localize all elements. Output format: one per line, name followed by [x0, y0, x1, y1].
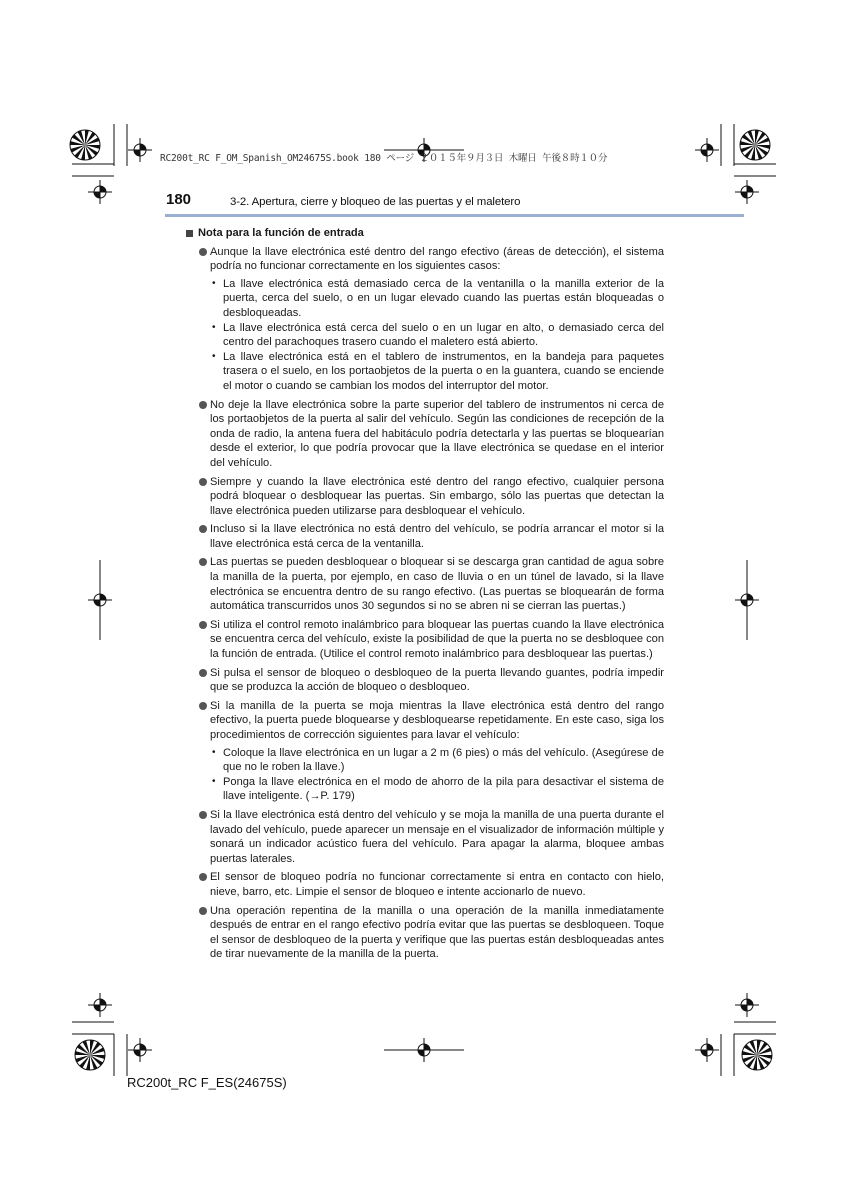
header-rule	[165, 214, 744, 217]
bullet-dot-icon	[199, 621, 207, 629]
list-item-text: Si la manilla de la puerta se moja mientras la llave electrónica está dentro del rango efectivo, la puerta puede bloquearse y desbloquearse repetidamente. En este caso, siga los procedimientos de corrección siguientes para lavar el vehículo:	[210, 699, 664, 741]
middle-dot-icon: •	[212, 746, 216, 758]
print-slug-header: RC200t_RC F_OM_Spanish_OM24675S.book 180 ページ ２０１５年９月３日 木曜日 午後８時１０分	[160, 153, 608, 164]
section-title: 3-2. Apertura, cierre y bloqueo de las puertas y el maletero	[230, 196, 521, 208]
list-item	[186, 870, 664, 899]
middle-dot-icon: •	[212, 277, 216, 289]
list-item	[186, 808, 664, 866]
list-item	[186, 398, 664, 471]
sub-list-item	[210, 775, 664, 804]
sub-list-item-text: Ponga la llave electrónica en el modo de ahorro de la pila para desactivar el sistema de llave inteligente. (→P. 179)	[223, 775, 664, 803]
bullet-list	[186, 245, 664, 962]
list-item	[186, 522, 664, 551]
bullet-dot-icon	[199, 248, 207, 256]
list-item-text: No deje la llave electrónica sobre la parte superior del tablero de instrumentos ni cerca de los portaobjetos de la puerta al salir del vehículo. Según las condiciones de recepción de la onda de radio, la antena fuera del habitáculo podría detectarla y las puertas se bloquearían desde el exterior, lo que podría provocar que la llave electrónica se quedase en el interior del vehículo.	[210, 398, 664, 469]
sub-list-item-text: La llave electrónica está cerca del suelo o en un lugar en alto, o demasiado cerca del centro del parachoques trasero cuando el maletero está abierto.	[223, 321, 664, 349]
bullet-dot-icon	[199, 702, 207, 710]
bullet-dot-icon	[199, 478, 207, 486]
sub-list-item-text: La llave electrónica está demasiado cerca de la ventanilla o la manilla exterior de la puerta, cerca del suelo, o en un lugar elevado cuando las puertas están bloqueadas o desbloqueadas.	[223, 277, 664, 319]
list-item-text: Aunque la llave electrónica esté dentro del rango efectivo (áreas de detección), el sistema podría no funcionar correctamente en los siguientes casos:	[210, 245, 664, 273]
sub-list-item	[210, 746, 664, 775]
list-item-text: Incluso si la llave electrónica no está dentro del vehículo, se podría arrancar el motor si la llave electrónica está cerca de la ventanilla.	[210, 523, 664, 550]
square-bullet-icon	[186, 230, 193, 237]
sub-list-item-text: Coloque la llave electrónica en un lugar a 2 m (6 pies) o más del vehículo. (Asegúrese de que no le roben la llave.)	[223, 746, 664, 774]
sub-list	[210, 277, 664, 394]
bullet-dot-icon	[199, 525, 207, 533]
middle-dot-icon: •	[212, 350, 216, 362]
list-item	[186, 245, 664, 394]
list-item-text: Las puertas se pueden desbloquear o bloquear si se descarga gran cantidad de agua sobre la manilla de la puerta, por ejemplo, en caso de lluvia o en un túnel de lavado, si la llave electrónica se encuentra dentro de su rango efectivo. (Las puertas se bloquearán de forma automática transcurridos unos 30 segundos si no se abren ni se cierran las puertas.)	[210, 556, 664, 613]
list-item-text: Si la llave electrónica está dentro del vehículo y se moja la manilla de una puerta durante el lavado del vehículo, puede aparecer un mensaje en el visualizador de información múltiple y sonará un indicador acústico fuera del vehículo. Para apagar la alarma, bloquee ambas puertas laterales.	[210, 808, 664, 865]
list-item-text: Si pulsa el sensor de bloqueo o desbloqueo de la puerta llevando guantes, podría impedir que se produzca la acción de bloqueo o desbloqueo.	[210, 666, 664, 694]
footer-code: RC200t_RC F_ES(24675S)	[127, 1075, 287, 1090]
bullet-dot-icon	[199, 558, 207, 566]
sub-list	[210, 746, 664, 804]
list-item	[186, 555, 664, 613]
list-item	[186, 699, 664, 804]
list-item-text: Si utiliza el control remoto inalámbrico para bloquear las puertas cuando la llave electrónica se encuentra cerca del vehículo, existe la posibilidad de que la puerta no se desbloquee con la función de entrada. (Utilice el control remoto inalámbrico para desbloquear las puertas.)	[210, 618, 664, 661]
sub-list-item	[210, 277, 664, 321]
list-item-text: Una operación repentina de la manilla o una operación de la manilla inmediatamente después de entrar en el rango efectivo podría evitar que las puertas se desbloqueen. Toque el sensor de desbloqueo de la puerta y verifique que las puertas están desbloqueadas antes de tirar nuevamente de la manilla de la puerta.	[210, 904, 664, 961]
bullet-dot-icon	[199, 907, 207, 915]
middle-dot-icon: •	[212, 775, 216, 787]
bullet-dot-icon	[199, 401, 207, 409]
page-number: 180	[166, 191, 192, 208]
note-heading	[186, 226, 664, 241]
list-item	[186, 618, 664, 662]
bullet-dot-icon	[199, 669, 207, 677]
middle-dot-icon: •	[212, 321, 216, 333]
sub-list-item	[210, 350, 664, 394]
list-item	[186, 666, 664, 695]
list-item	[186, 904, 664, 962]
bullet-dot-icon	[199, 811, 207, 819]
list-item	[186, 475, 664, 519]
list-item-text: El sensor de bloqueo podría no funcionar correctamente si entra en contacto con hielo, nieve, barro, etc. Limpie el sensor de bloqueo e intente accionarlo de nuevo.	[210, 871, 664, 898]
sub-list-item-text: La llave electrónica está en el tablero de instrumentos, en la bandeja para paquetes trasera o el suelo, en los portaobjetos de la puerta o en la guantera, cuando se enciende el motor o cuando se cambian los modos del interruptor del motor.	[223, 350, 664, 392]
sub-list-item	[210, 321, 664, 350]
bullet-dot-icon	[199, 873, 207, 881]
content-body	[186, 226, 664, 966]
list-item-text: Siempre y cuando la llave electrónica esté dentro del rango efectivo, cualquier persona podrá bloquear o desbloquear las puertas. Sin embargo, sólo las puertas que detectan la llave electrónica pueden utilizarse para desbloquear el vehículo.	[210, 475, 664, 517]
note-heading-text: Nota para la función de entrada	[198, 227, 364, 239]
